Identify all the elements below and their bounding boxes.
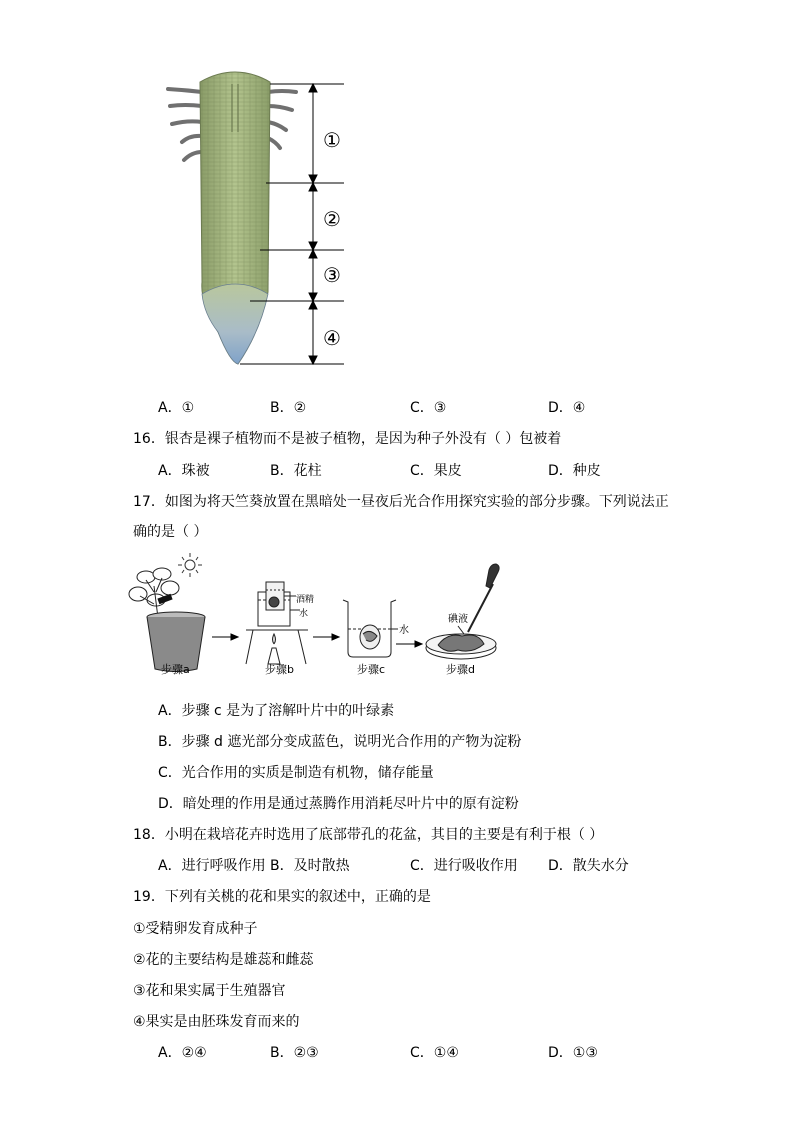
step-d-petri-dish	[426, 564, 499, 659]
step-c-beaker	[343, 600, 398, 657]
arrow-2	[313, 634, 339, 640]
q17-option-a[interactable]: A．步骤 c 是为了溶解叶片中的叶绿素	[158, 703, 395, 719]
label-water-b: 水	[299, 609, 309, 619]
caption-step-c: 步骤c	[357, 663, 386, 676]
q19-statement-2: ②花的主要结构是雄蕊和雌蕊	[133, 952, 314, 968]
region-arrows	[309, 84, 317, 364]
region-label-3: ③	[323, 263, 341, 287]
sun-icon	[178, 553, 202, 577]
caption-step-b: 步骤b	[265, 663, 294, 676]
q17-option-c[interactable]: C．光合作用的实质是制造有机物，储存能量	[158, 765, 434, 781]
q16-option-b[interactable]: B．花柱	[270, 463, 322, 479]
q16-stem: 16．银杏是裸子植物而不是被子植物，是因为种子外没有（ ）包被着	[133, 431, 562, 447]
q17-stem-line1: 17．如图为将天竺葵放置在黑暗处一昼夜后光合作用探究实验的部分步骤。下列说法正	[133, 494, 669, 510]
q18-stem: 18．小明在栽培花卉时选用了底部带孔的花盆，其目的主要是有利于根（ ）	[133, 827, 604, 843]
q19-option-c[interactable]: C．①④	[410, 1045, 459, 1061]
q18-option-b[interactable]: B．及时散热	[270, 858, 350, 874]
q19-option-d[interactable]: D．①③	[548, 1045, 598, 1061]
caption-step-a: 步骤a	[161, 663, 190, 676]
q15-option-c[interactable]: C．③	[410, 400, 447, 416]
q17-option-d[interactable]: D．暗处理的作用是通过蒸腾作用消耗尽叶片中的原有淀粉	[158, 796, 519, 812]
q17-stem-line2: 确的是（ ）	[133, 524, 208, 540]
q16-option-d[interactable]: D．种皮	[548, 463, 601, 479]
q15-option-d[interactable]: D．④	[548, 400, 586, 416]
q16-option-c[interactable]: C．果皮	[410, 463, 462, 479]
caption-step-d: 步骤d	[446, 663, 475, 676]
arrow-3	[396, 641, 422, 647]
q19-statement-4: ④果实是由胚珠发育而来的	[133, 1014, 300, 1030]
q19-statement-3: ③花和果实属于生殖器官	[133, 983, 286, 999]
q19-option-a[interactable]: A．②④	[158, 1045, 207, 1061]
q17-experiment-figure	[128, 552, 518, 677]
q19-option-b[interactable]: B．②③	[270, 1045, 319, 1061]
region-label-2: ②	[323, 207, 341, 231]
q16-option-a[interactable]: A．珠被	[158, 463, 210, 479]
step-a-plant-illustration	[129, 553, 205, 672]
q18-option-d[interactable]: D．散失水分	[548, 858, 629, 874]
arrow-1	[212, 634, 238, 640]
label-water-c: 水	[399, 625, 409, 636]
region-label-1: ①	[323, 128, 341, 152]
q15-option-b[interactable]: B．②	[270, 400, 307, 416]
q19-statement-1: ①受精卵发育成种子	[133, 921, 258, 937]
label-iodine: 碘液	[448, 614, 468, 625]
label-alcohol: 酒精	[296, 595, 315, 605]
root-cap	[202, 284, 268, 364]
q17-option-b[interactable]: B．步骤 d 遮光部分变成蓝色，说明光合作用的产物为淀粉	[158, 734, 522, 750]
region-label-4: ④	[323, 326, 341, 350]
q18-option-a[interactable]: A．进行呼吸作用	[158, 858, 266, 874]
q15-option-a[interactable]: A．①	[158, 400, 195, 416]
q19-stem: 19．下列有关桃的花和果实的叙述中，正确的是	[133, 889, 431, 905]
q18-option-c[interactable]: C．进行吸收作用	[410, 858, 518, 874]
